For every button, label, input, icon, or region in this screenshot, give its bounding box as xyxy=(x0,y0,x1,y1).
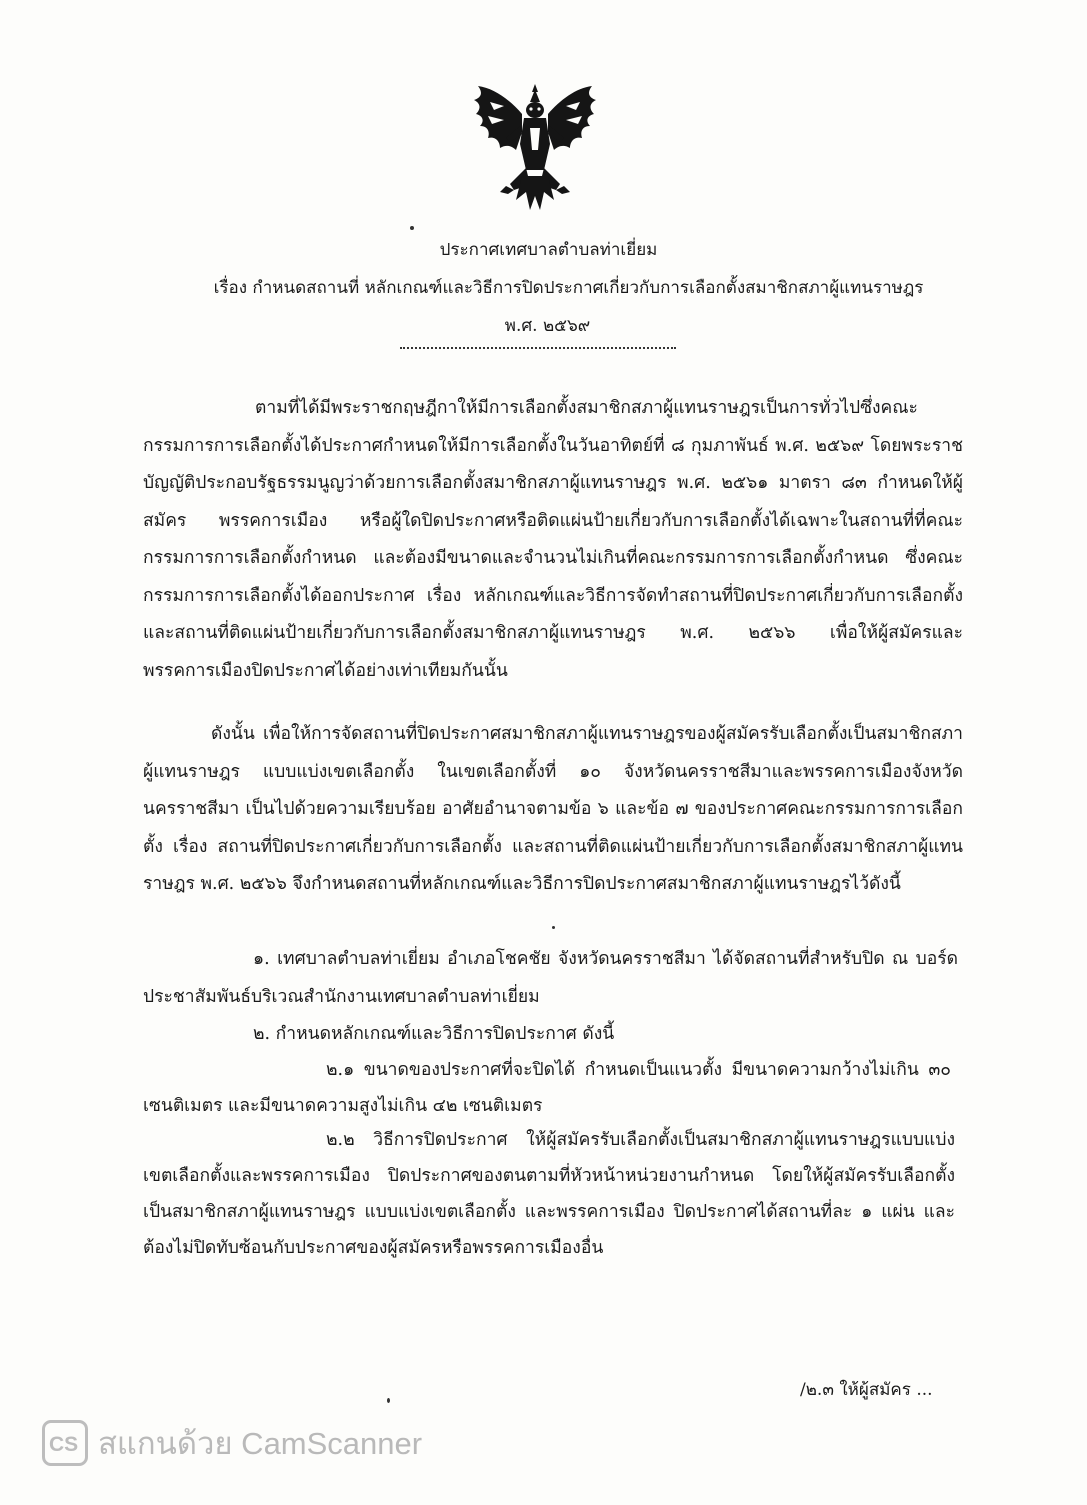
notice-year: พ.ศ. ๒๕๖๙ xyxy=(504,316,591,336)
watermark-text: สแกนด้วย CamScanner xyxy=(98,1426,423,1461)
camscanner-watermark xyxy=(42,1418,422,1468)
dotted-divider xyxy=(400,347,676,349)
scan-speck xyxy=(410,226,414,230)
notice-subject: เรื่อง กำหนดสถานที่ หลักเกณฑ์และวิธีการปิดประกาศเกี่ยวกับการเลือกตั้งสมาชิกสภาผู้แทนราษฎร xyxy=(213,278,924,298)
item-posting-location: ๑. เทศบาลตำบลท่าเยี่ยม อำเภอโชคชัย จังหวัดนครราชสีมา ได้จัดสถานที่สำหรับปิด ณ บอร์ดประชาสัมพันธ์บริเวณสำนักงานเทศบาลตำบลท่าเยี่ยม xyxy=(143,949,958,1007)
svg-text:CS: CS xyxy=(49,1433,79,1455)
document-heading xyxy=(0,231,1087,345)
garuda-emblem-icon xyxy=(470,80,600,214)
scan-speck xyxy=(387,1398,390,1403)
camscanner-logo-icon xyxy=(42,1420,88,1466)
paragraph-resolution: ดังนั้น เพื่อให้การจัดสถานที่ปิดประกาศสมาชิกสภาผู้แทนราษฎรของผู้สมัครรับเลือกตั้งเป็นสมาชิกสภาผู้แทนราษฎร แบบแบ่งเขตเลือกตั้ง ในเขตเลือกตั้งที่ ๑๐ จังหวัดนครราชสีมาและพรรคการเมืองจังหวัดนครราชสีมา เป็นไปด้วยความเรียบร้อย อาศัยอำนาจตามข้อ ๖ และข้อ ๗ ของประกาศคณะกรรมการการเลือกตั้ง เรื่อง สถานที่ปิดประกาศเกี่ยวกับการเลือกตั้ง และสถานที่ติดแผ่นป้ายเกี่ยวกับการเลือกตั้งสมาชิกสภาผู้แทนราษฎร พ.ศ. ๒๕๖๖ จึงกำหนดสถานที่หลักเกณฑ์และวิธีการปิดประกาศสมาชิกสภาผู้แทนราษฎรไว้ดังนี้ xyxy=(143,724,963,894)
paragraph-background: ตามที่ได้มีพระราชกฤษฎีกาให้มีการเลือกตั้งสมาชิกสภาผู้แทนราษฎรเป็นการทั่วไปซึ่งคณะกรรมการการเลือกตั้งได้ประกาศกำหนดให้มีการเลือกตั้งในวันอาทิตย์ที่ ๘ กุมภาพันธ์ พ.ศ. ๒๕๖๙ โดยพระราชบัญญัติประกอบรัฐธรรมนูญว่าด้วยการเลือกตั้งสมาชิกสภาผู้แทนราษฎร พ.ศ. ๒๕๖๑ มาตรา ๘๓ กำหนดให้ผู้สมัคร พรรคการเมือง หรือผู้ใดปิดประกาศหรือติดแผ่นป้ายเกี่ยวกับการเลือกตั้งได้เฉพาะในสถานที่ที่คณะกรรมการการเลือกตั้งกำหนด และต้องมีขนาดและจำนวนไม่เกินที่คณะกรรมการการเลือกตั้งกำหนด ซึ่งคณะกรรมการการเลือกตั้งได้ออกประกาศ เรื่อง หลักเกณฑ์และวิธีการจัดทำสถานที่ปิดประกาศเกี่ยวกับการเลือกตั้ง และสถานที่ติดแผ่นป้ายเกี่ยวกับการเลือกตั้งสมาชิกสภาผู้แทนราษฎร พ.ศ. ๒๕๖๖ เพื่อให้ผู้สมัครและพรรคการเมืองปิดประกาศได้อย่างเท่าเทียมกันนั้น xyxy=(143,398,963,681)
item-posting-rules: ๒. กำหนดหลักเกณฑ์และวิธีการปิดประกาศ ดังนี้ xyxy=(253,1024,615,1044)
subitem-notice-size: ๒.๑ ขนาดของประกาศที่จะปิดได้ กำหนดเป็นแนวตั้ง มีขนาดความกว้างไม่เกิน ๓๐ เซนติเมตร และมีขนาดความสูงไม่เกิน ๔๒ เซนติเมตร xyxy=(143,1060,951,1116)
scan-speck xyxy=(552,926,555,929)
subitem-posting-method: ๒.๒ วิธีการปิดประกาศ ให้ผู้สมัครรับเลือกตั้งเป็นสมาชิกสภาผู้แทนราษฎรแบบแบ่งเขตเลือกตั้งและพรรคการเมือง ปิดประกาศของตนตามที่หัวหน้าหน่วยงานกำหนด โดยให้ผู้สมัครรับเลือกตั้งเป็นสมาชิกสภาผู้แทนราษฎร แบบแบ่งเขตเลือกตั้ง และพรรคการเมือง ปิดประกาศได้สถานที่ละ ๑ แผ่น และต้องไม่ปิดทับซ้อนกับประกาศของผู้สมัครหรือพรรคการเมืองอื่น xyxy=(143,1130,955,1258)
continuation-note: /๒.๓ ให้ผู้สมัคร ... xyxy=(800,1380,933,1400)
notice-title: ประกาศเทศบาลตำบลท่าเยี่ยม xyxy=(439,240,658,260)
